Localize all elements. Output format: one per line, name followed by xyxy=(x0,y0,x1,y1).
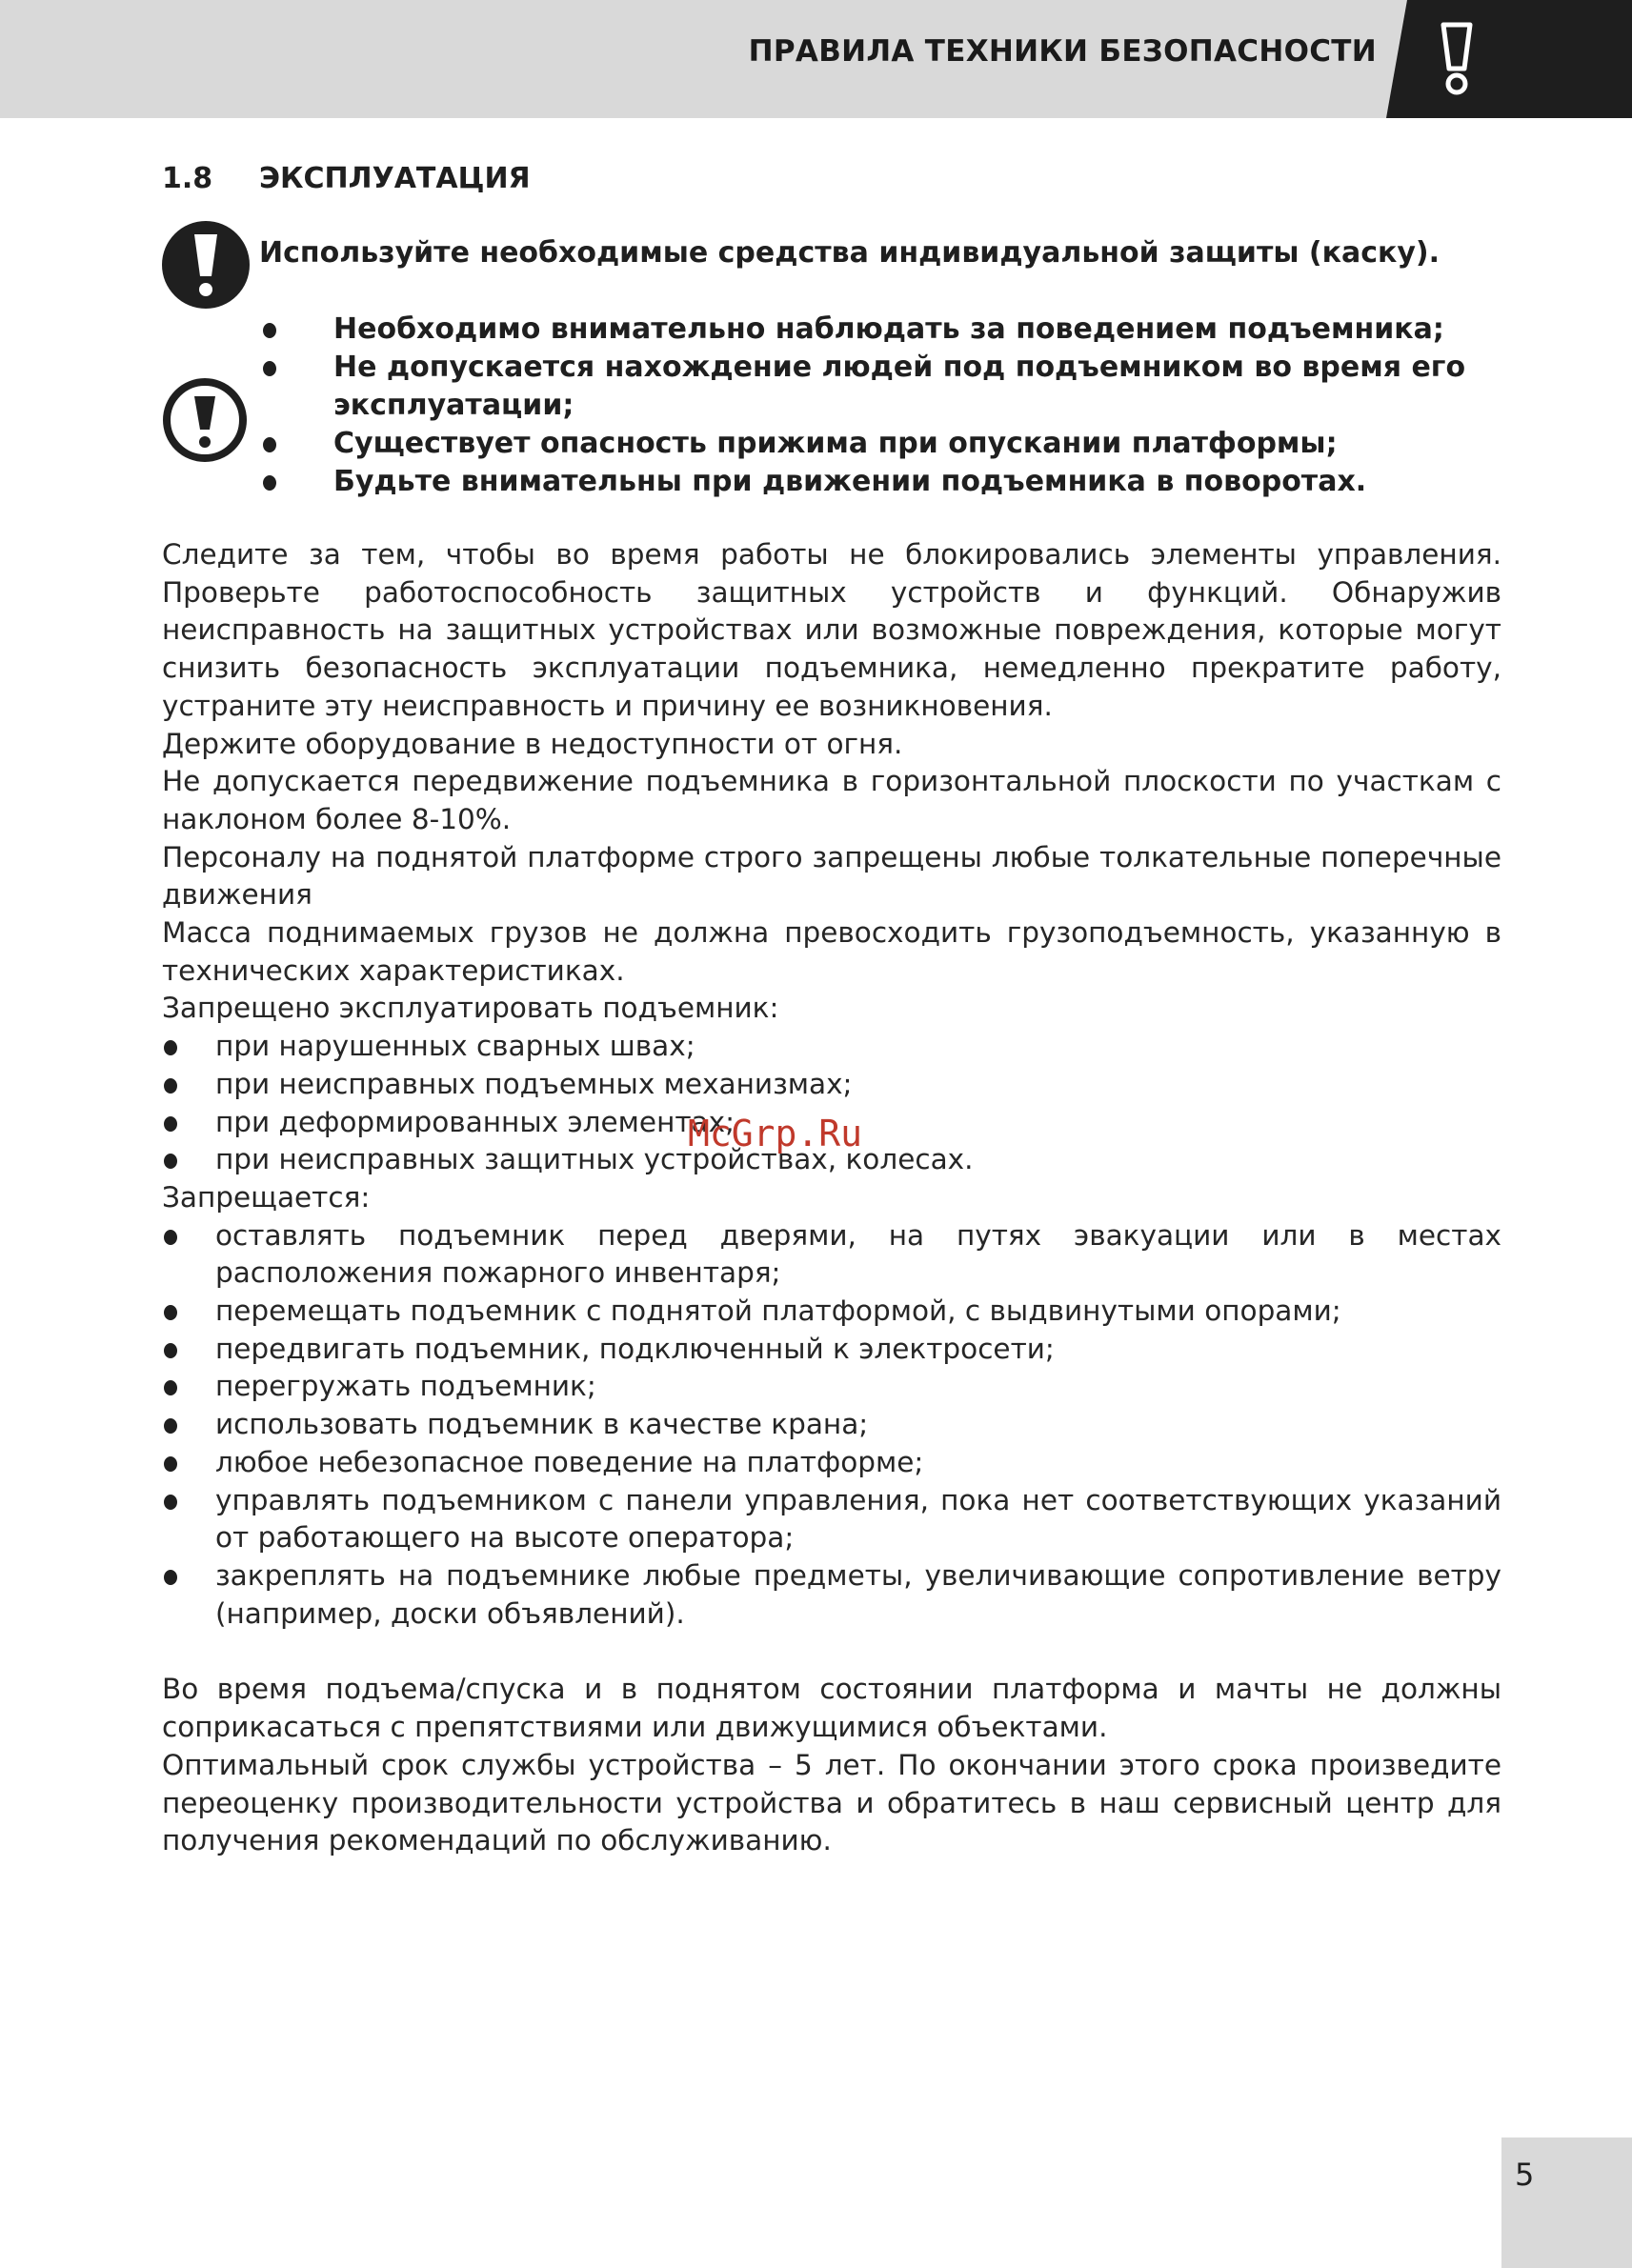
forbidden-list xyxy=(162,1217,1501,1634)
list-item: при неисправных подъемных механизмах; xyxy=(162,1066,1501,1104)
closing-paragraph: Оптимальный срок службы устройства – 5 лет. По окончании этого срока произведите переоценку производительности устройства и обратитесь в наш сервисный центр для получения рекомендаций по обслуживанию. xyxy=(162,1748,1501,1857)
list-item: управлять подъемником с панели управления, пока нет соответствующих указаний от работающего на высоте оператора; xyxy=(162,1482,1501,1557)
warning-item: Существует опасность прижима при опускании платформы; xyxy=(259,425,1517,463)
list-item: перегружать подъемник; xyxy=(162,1368,1501,1406)
list-item: перемещать подъемник с поднятой платформой, с выдвинутыми опорами; xyxy=(162,1293,1501,1331)
page-header-title: ПРАВИЛА ТЕХНИКИ БЕЗОПАСНОСТИ xyxy=(748,34,1377,69)
helmet-note: Используйте необходимые средства индивидуальной защиты (каску). xyxy=(259,236,1441,270)
list-item: использовать подъемник в качестве крана; xyxy=(162,1406,1501,1444)
exclamation-icon xyxy=(1436,21,1478,97)
list-item: любое небезопасное поведение на платформе; xyxy=(162,1444,1501,1482)
closing-paragraph: Во время подъема/спуска и в поднятом состоянии платформа и мачты не должны соприкасаться с препятствиями или движущимися объектами. xyxy=(162,1673,1501,1744)
warning-item: Необходимо внимательно наблюдать за поведением подъемника; xyxy=(259,311,1517,349)
spacer xyxy=(162,1633,1501,1671)
prohibited-operation-list xyxy=(162,1028,1501,1179)
header-band xyxy=(0,0,1632,118)
paragraph: Следите за тем, чтобы во время работы не блокировались элементы управления. Проверьте работоспособность защитных устройств и функций. Обнаружив неисправность на защитных устройствах или возможные повреждения, которые могут снизить безопасность эксплуатации подъемника, немедленно прекратите работу, устраните эту неисправность и причину ее возникновения. xyxy=(162,538,1501,722)
page-number-box xyxy=(1501,2138,1632,2268)
warning-list xyxy=(259,311,1517,501)
list-item: оставлять подъемник перед дверями, на путях эвакуации или в местах расположения пожарного инвентаря; xyxy=(162,1217,1501,1293)
section-heading xyxy=(162,162,531,195)
warning-item: Не допускается нахождение людей под подъемником во время его эксплуатации; xyxy=(259,349,1517,425)
prohibited-operation-intro: Запрещено эксплуатировать подъемник: xyxy=(162,992,779,1025)
watermark: McGrp.Ru xyxy=(688,1113,863,1154)
list-item: при деформированных элементах; xyxy=(162,1104,1501,1142)
exclamation-circle-filled-icon xyxy=(162,221,250,309)
list-item: при нарушенных сварных швах; xyxy=(162,1028,1501,1066)
paragraph: Персоналу на поднятой платформе строго запрещены любые толкательные поперечные движения xyxy=(162,840,1501,912)
section-title: ЭКСПЛУАТАЦИЯ xyxy=(259,162,531,195)
list-item: передвигать подъемник, подключенный к электросети; xyxy=(162,1331,1501,1369)
list-item: закреплять на подъемнике любые предметы, увеличивающие сопротивление ветру (например, доски объявлений). xyxy=(162,1557,1501,1633)
header-tab xyxy=(1386,0,1632,118)
paragraph: Держите оборудование в недоступности от огня. xyxy=(162,727,903,760)
list-item: при неисправных защитных устройствах, колесах. xyxy=(162,1141,1501,1179)
warning-item: Будьте внимательны при движении подъемника в поворотах. xyxy=(259,463,1517,501)
paragraph: Не допускается передвижение подъемника в горизонтальной плоскости по участкам с наклоном более 8-10%. xyxy=(162,765,1501,835)
page-number: 5 xyxy=(1515,2157,1535,2193)
body-text xyxy=(162,536,1501,1860)
paragraph: Масса поднимаемых грузов не должна превосходить грузоподъемность, указанную в технических характеристиках. xyxy=(162,916,1501,987)
forbidden-intro: Запрещается: xyxy=(162,1180,371,1214)
exclamation-circle-outline-icon xyxy=(162,377,248,463)
section-number: 1.8 xyxy=(162,162,213,195)
